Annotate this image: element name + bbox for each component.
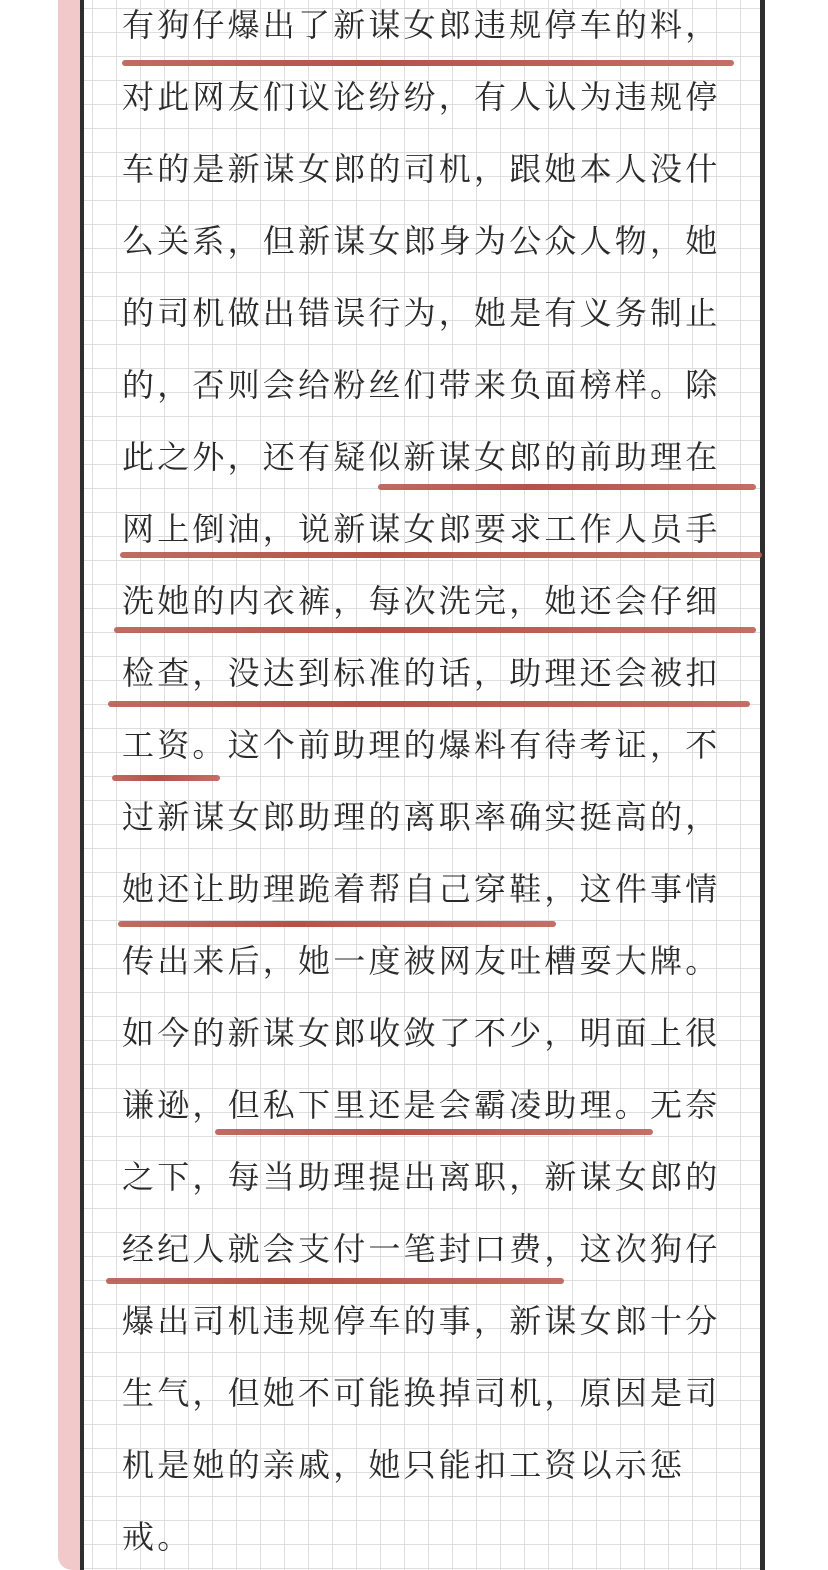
article-line: 生气，但她不可能换掉司机，原因是司 [122, 1374, 721, 1412]
article-line: 经纪人就会支付一笔封口费，这次狗仔 [122, 1230, 721, 1268]
underline [118, 921, 556, 927]
article-line: 车的是新谋女郎的司机，跟她本人没什 [122, 150, 721, 188]
underline [114, 627, 756, 633]
article-line: 如今的新谋女郎收敛了不少，明面上很 [122, 1014, 721, 1052]
underline [108, 701, 750, 707]
paper-right-edge [760, 0, 765, 1570]
article-line: 网上倒油，说新谋女郎要求工作人员手 [122, 510, 721, 548]
underline [378, 484, 756, 490]
article-line: 爆出司机违规停车的事，新谋女郎十分 [122, 1302, 721, 1340]
underline [112, 775, 220, 781]
article-line: 过新谋女郎助理的离职率确实挺高的， [122, 798, 721, 836]
article-line: 之下，每当助理提出离职，新谋女郎的 [122, 1158, 721, 1196]
article-line: 谦逊，但私下里还是会霸凌助理。无奈 [122, 1086, 721, 1124]
underline [106, 1278, 564, 1284]
article-line: 传出来后，她一度被网友吐槽耍大牌。 [122, 942, 721, 980]
article-line: 检查，没达到标准的话，助理还会被扣 [122, 654, 721, 692]
article-line: 么关系，但新谋女郎身为公众人物，她 [122, 222, 721, 260]
paper-left-edge [80, 0, 84, 1570]
article-line: 戒。 [122, 1518, 193, 1556]
article-line: 的司机做出错误行为，她是有义务制止 [122, 294, 721, 332]
article-line: 工资。这个前助理的爆料有待考证，不 [122, 726, 721, 764]
underline [122, 60, 734, 66]
article-line: 的，否则会给粉丝们带来负面榜样。除 [122, 366, 721, 404]
article-line: 此之外，还有疑似新谋女郎的前助理在 [122, 438, 721, 476]
notebook-spine [58, 0, 80, 1570]
article-line: 洗她的内衣裤，每次洗完，她还会仔细 [122, 582, 721, 620]
article-line: 她还让助理跪着帮自己穿鞋，这件事情 [122, 870, 721, 908]
article-line: 机是她的亲戚，她只能扣工资以示惩 [122, 1446, 686, 1484]
article-line: 对此网友们议论纷纷，有人认为违规停 [122, 78, 721, 116]
article-line: 有狗仔爆出了新谋女郎违规停车的料， [122, 6, 721, 44]
